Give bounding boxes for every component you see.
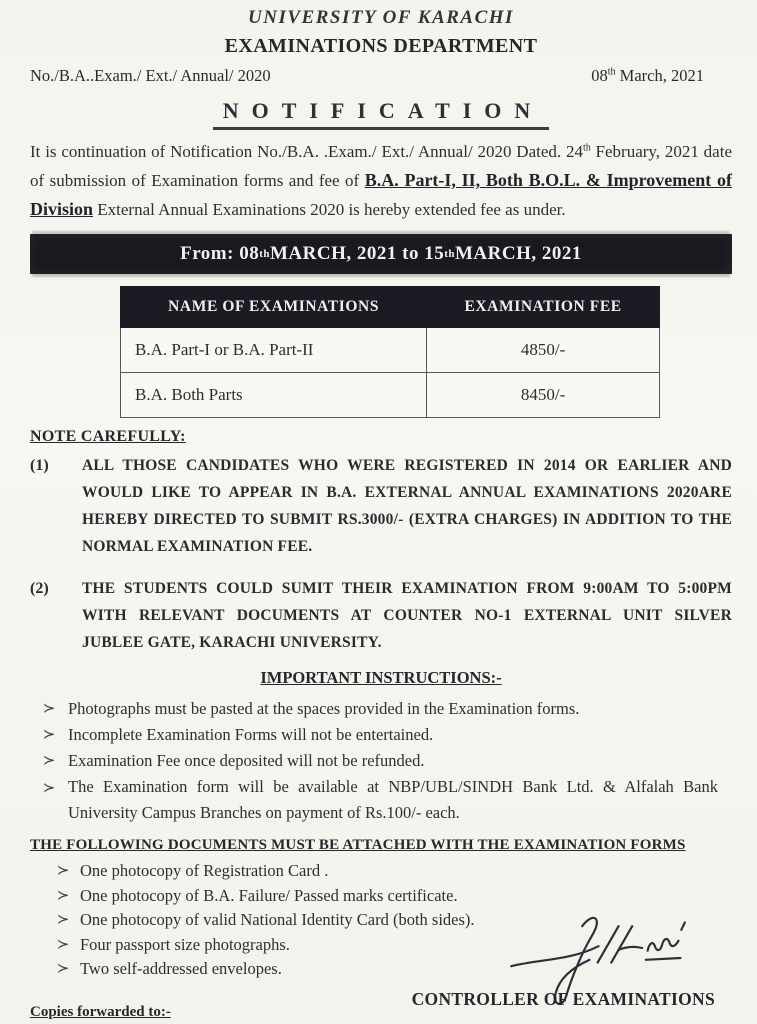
- arrow-bullet-icon: ≻: [56, 888, 70, 903]
- arrow-bullet-icon: ≻: [42, 727, 56, 743]
- fee-table: [120, 286, 660, 418]
- copies-forwarded-footer: Copies forwarded to:-: [30, 1004, 171, 1020]
- note-item-text: ALL THOSE CANDIDATES WHO WERE REGISTERED IN 2014 OR EARLIER AND WOULD LIKE TO APPEAR IN B.A. EXTERNAL ANNUAL EXAMINATIONS 2020ARE HEREBY DIRECTED TO SUBMIT RS.3000/- (EXTRA CHARGES) IN ADDITION TO THE NORMAL EXAMINATION FEE.: [82, 457, 732, 555]
- notification-heading: NOTIFICATION: [213, 98, 550, 130]
- notification-heading-wrap: [30, 98, 732, 130]
- instruction-item: ≻ Photographs must be pasted at the spaces provided in the Examination forms.: [30, 696, 732, 722]
- reference-row: [30, 66, 732, 86]
- department-title: EXAMINATIONS DEPARTMENT: [224, 35, 538, 57]
- intro-paragraph: It is continuation of Notification No./B.A. .Exam./ Ext./ Annual/ 2020 Dated. 24th February, 2021 date of submission of Examination forms and fee of B.A. Part-I, II, Both B.O.L. & Improvement of Division External Annual Examinations 2020 is hereby extended fee as under.: [30, 142, 732, 219]
- document-item: ≻ One photocopy of valid National Identity Card (both sides).: [46, 908, 732, 933]
- documents-heading: THE FOLLOWING DOCUMENTS MUST BE ATTACHED WITH THE EXAMINATION FORMS: [30, 837, 686, 853]
- exam-fee-cell: 8450/-: [427, 373, 660, 418]
- note-item-1: [30, 452, 732, 560]
- document-item: ≻ One photocopy of Registration Card .: [46, 859, 732, 884]
- fee-table-header-fee: EXAMINATION FEE: [427, 287, 660, 328]
- document-item: ≻ One photocopy of B.A. Failure/ Passed marks certificate.: [46, 884, 732, 909]
- instruction-item: ≻ Examination Fee once deposited will not be refunded.: [30, 748, 732, 774]
- arrow-bullet-icon: ≻: [56, 912, 70, 928]
- note-item-2: [30, 575, 732, 656]
- exam-name-cell: B.A. Part-I or B.A. Part-II: [121, 328, 427, 373]
- instruction-item: ≻ Incomplete Examination Forms will not be entertained.: [30, 722, 732, 748]
- note-carefully-heading: NOTE CAREFULLY:: [30, 428, 186, 445]
- note-item-number: (2): [30, 580, 49, 597]
- arrow-bullet-icon: ≻: [42, 781, 56, 796]
- exam-name-cell: B.A. Both Parts: [121, 373, 427, 418]
- document-item: ≻ Two self-addressed envelopes.: [46, 957, 732, 982]
- instruction-item: ≻ The Examination form will be available at NBP/UBL/SINDH Bank Ltd. & Alfalah Bank University Campus Branches on payment of Rs.100/- each.: [30, 774, 732, 826]
- note-item-text: THE STUDENTS COULD SUMIT THEIR EXAMINATION FROM 9:00AM TO 5:00PM WITH RELEVANT DOCUMENTS AT COUNTER NO-1 EXTERNAL UNIT SILVER JUBLEE GATE, KARACHI UNIVERSITY.: [82, 580, 732, 651]
- controller-label: CONTROLLER OF EXAMINATIONS: [411, 989, 715, 1009]
- important-instructions-heading: IMPORTANT INSTRUCTIONS:-: [260, 668, 502, 687]
- exam-fee-cell: 4850/-: [427, 328, 660, 373]
- intro-bold-segment: B.A. Part-I, II, Both B.O.L. & Improvement of Division: [30, 170, 732, 219]
- signature-block: [412, 989, 715, 1010]
- issue-date: 08th March, 2021: [591, 66, 704, 85]
- date-range-banner: From: 08 th MARCH, 2021 to 15 th MARCH, 2021: [30, 234, 732, 274]
- fee-table-header-row: [121, 287, 660, 328]
- note-item-number: (1): [30, 457, 49, 474]
- arrow-bullet-icon: ≻: [42, 753, 56, 769]
- instructions-list: [30, 696, 732, 826]
- arrow-bullet-icon: ≻: [56, 863, 70, 879]
- arrow-bullet-icon: ≻: [56, 937, 70, 952]
- fee-table-row: [121, 373, 660, 418]
- reference-number: No./B.A..Exam./ Ext./ Annual/ 2020: [30, 66, 271, 85]
- university-title: UNIVERSITY OF KARACHI: [248, 7, 514, 28]
- fee-table-header-name: NAME OF EXAMINATIONS: [121, 287, 427, 328]
- document-item: ≻ Four passport size photographs.: [46, 933, 732, 958]
- arrow-bullet-icon: ≻: [56, 961, 70, 977]
- fee-table-row: [121, 328, 660, 373]
- arrow-bullet-icon: ≻: [42, 701, 56, 717]
